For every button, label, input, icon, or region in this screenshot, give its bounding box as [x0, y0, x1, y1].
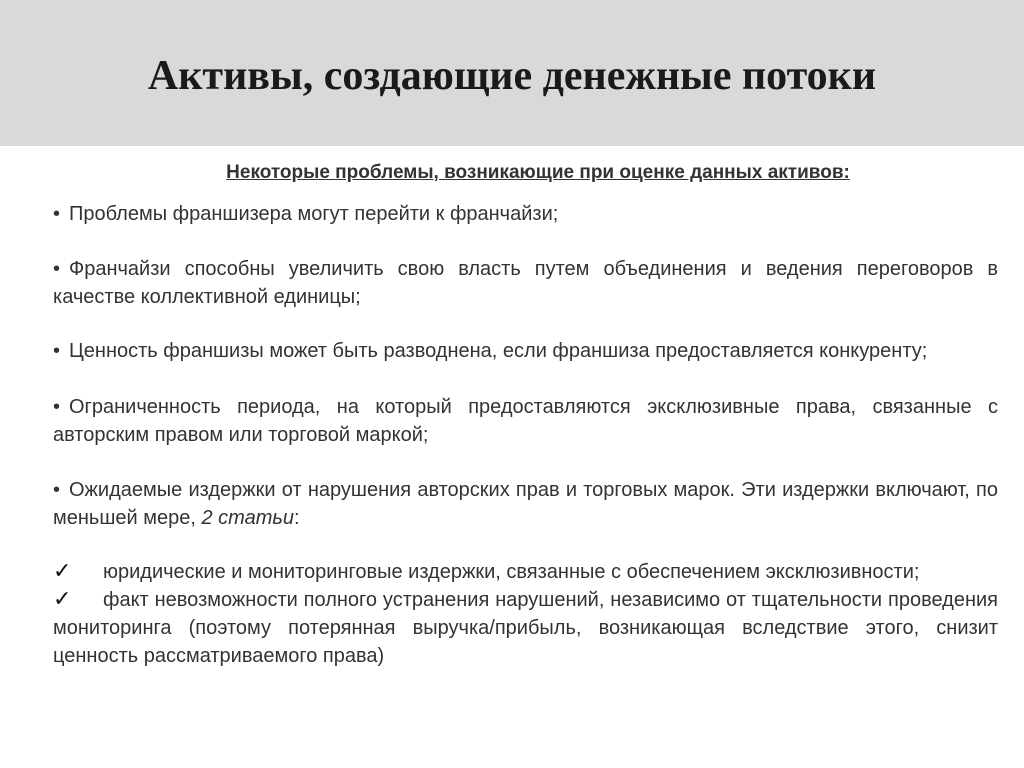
bullet-icon: •	[53, 340, 61, 362]
bullet-text: Ожидаемые издержки от нарушения авторских прав и торговых марок. Эти издержки включают, по меньшей мере,	[53, 479, 998, 529]
bullet-text-end: :	[294, 507, 300, 529]
checkmark-icon: ✓	[53, 587, 72, 612]
check-text: факт невозможности полного устранения нарушений, независимо от тщательности проведения мониторинга (поэтому потерянная выручка/прибыль, возникающая вследствие этого, снизит ценность рассматриваемого права)	[53, 589, 998, 667]
bullet-item	[53, 393, 998, 449]
check-item	[53, 558, 998, 586]
bullet-text: Проблемы франшизера могут перейти к франчайзи;	[69, 203, 559, 225]
subtitle: Некоторые проблемы, возникающие при оценке данных активов:	[226, 162, 850, 183]
bullet-item	[53, 476, 998, 532]
bullet-icon: •	[53, 396, 61, 418]
check-text: юридические и мониторинговые издержки, связанные с обеспечением эксклюзивности;	[103, 561, 920, 583]
bullet-item	[53, 337, 998, 365]
bullet-list	[53, 200, 998, 670]
bullet-text: Ограниченность периода, на который предоставляются эксклюзивные права, связанные с авторским правом или торговой маркой;	[53, 396, 998, 446]
bullet-item	[53, 200, 998, 228]
bullet-text-emphasis: 2 статьи	[201, 507, 295, 529]
bullet-text: Франчайзи способны увеличить свою власть путем объединения и ведения переговоров в качестве коллективной единицы;	[53, 258, 998, 308]
checkmark-icon: ✓	[53, 559, 72, 584]
bullet-icon: •	[53, 203, 61, 225]
check-item	[53, 586, 998, 670]
bullet-icon: •	[53, 258, 61, 280]
bullet-text: Ценность франшизы может быть разводнена, если франшиза предоставляется конкуренту;	[69, 340, 928, 362]
bullet-item	[53, 255, 998, 311]
slide-title: Активы, создающие денежные потоки	[147, 53, 877, 99]
bullet-icon: •	[53, 479, 61, 501]
